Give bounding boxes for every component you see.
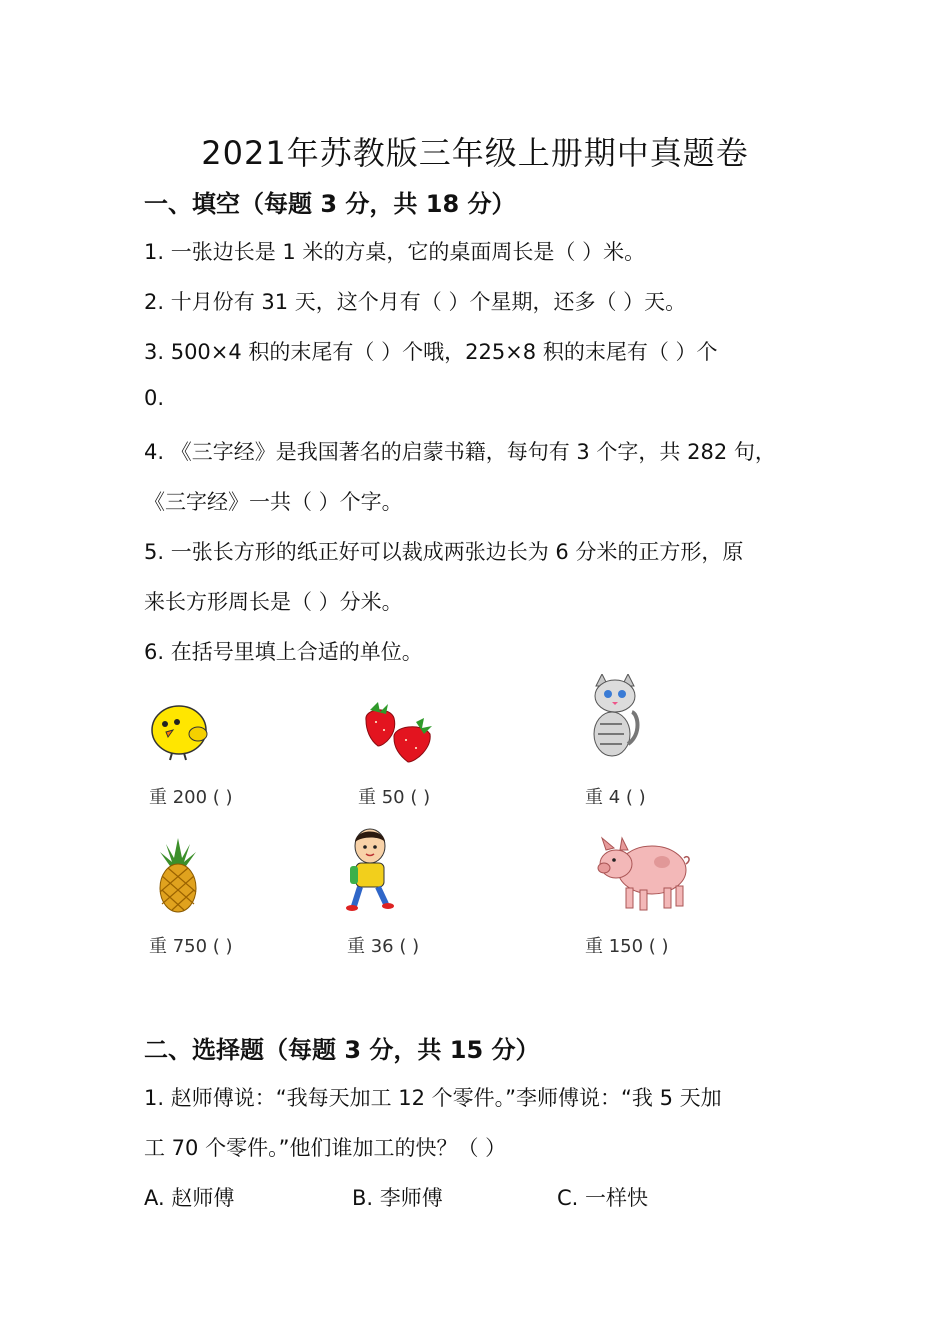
question-line: 来长方形周长是（ ）分米。: [144, 590, 403, 614]
question-line: 1. 一张边长是 1 米的方桌，它的桌面周长是（ ）米。: [144, 240, 646, 264]
weight-caption: 重 200 ( ): [149, 787, 233, 808]
question-line: 0.: [144, 386, 165, 410]
weight-caption: 重 4 ( ): [585, 787, 646, 808]
weight-caption: 重 50 ( ): [358, 787, 431, 808]
page-title: 2021年苏教版三年级上册期中真题卷: [201, 134, 749, 172]
question-line: 1. 赵师傅说：“我每天加工 12 个零件。”李师傅说：“我 5 天加: [144, 1086, 722, 1110]
weight-caption: 重 150 ( ): [585, 936, 669, 957]
question-line: 《三字经》一共（ ）个字。: [144, 490, 403, 514]
choice-option-c: C. 一样快: [557, 1186, 649, 1210]
section1-heading: 一、填空（每题 3 分，共 18 分）: [144, 190, 516, 218]
section2-heading: 二、选择题（每题 3 分，共 15 分）: [144, 1036, 540, 1064]
cat-icon: [582, 674, 646, 764]
strawberry-icon: [360, 700, 436, 766]
weight-caption: 重 750 ( ): [149, 936, 233, 957]
question-line: 5. 一张长方形的纸正好可以裁成两张边长为 6 分米的正方形，原: [144, 540, 744, 564]
question-line: 工 70 个零件。”他们谁加工的快？（ ）: [144, 1136, 507, 1160]
pig-icon: [596, 834, 690, 914]
weight-caption: 重 36 ( ): [347, 936, 420, 957]
choice-option-a: A. 赵师傅: [144, 1186, 235, 1210]
question-line: 6. 在括号里填上合适的单位。: [144, 640, 423, 664]
question-line: 4. 《三字经》是我国著名的启蒙书籍，每句有 3 个字，共 282 句，: [144, 440, 776, 464]
question-line: 3. 500×4 积的末尾有（ ）个哦，225×8 积的末尾有（ ）个: [144, 340, 718, 364]
pineapple-icon: [154, 836, 202, 914]
choice-option-b: B. 李师傅: [352, 1186, 443, 1210]
chick-icon: [146, 700, 212, 762]
boy-icon: [340, 826, 400, 912]
question-line: 2. 十月份有 31 天，这个月有（ ）个星期，还多（ ）天。: [144, 290, 687, 314]
